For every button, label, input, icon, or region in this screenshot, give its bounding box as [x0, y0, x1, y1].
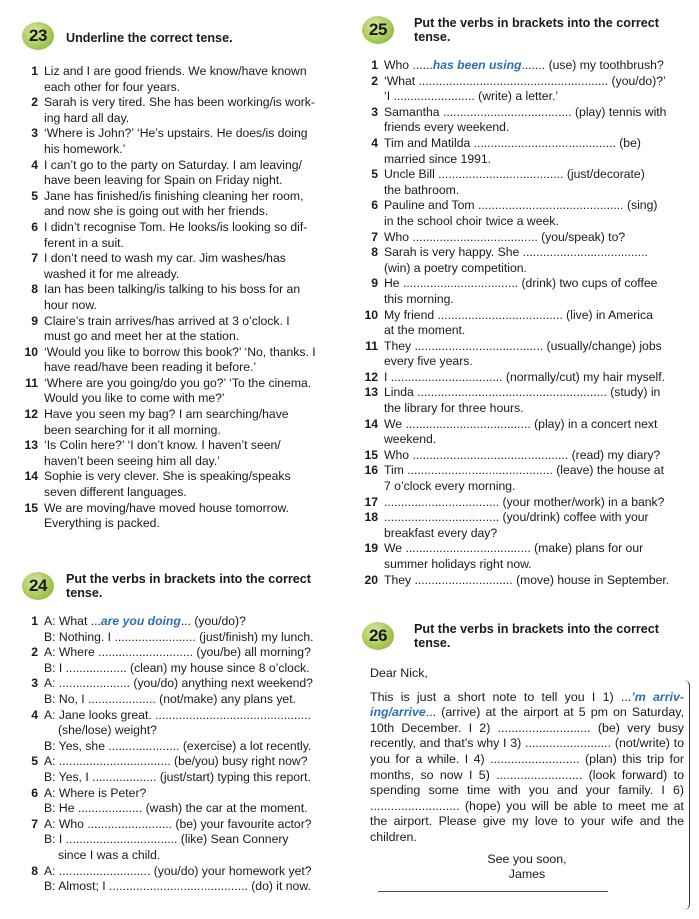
- item-number: 2: [31, 95, 38, 110]
- item-line: He .................................. (drink) two cups of coffee: [384, 276, 658, 291]
- dialogue-line-b: B: Yes, she ..................... (exercise) a lot recently.: [44, 738, 312, 753]
- exercise-24: [22, 570, 340, 895]
- item-line: Liz and I are good friends. We know/have known: [44, 64, 307, 78]
- letter-bottom-rule: [378, 891, 608, 892]
- item-line: We ..................................... (play) in a concert next: [384, 416, 658, 431]
- example-answer: ’m arriv-ing/arrive: [370, 689, 684, 720]
- item-line: I ................................. (normally/cut) my hair myself.: [384, 369, 666, 384]
- list-item: [362, 463, 684, 494]
- list-item: [22, 158, 340, 189]
- list-item: [362, 308, 684, 339]
- list-item: [362, 276, 684, 307]
- exercise-number-badge: 26: [362, 622, 394, 650]
- item-line: .................................. (your mother/work) in a bank?: [384, 494, 665, 509]
- exercise-title-line-1: Put the verbs in brackets into the correct: [414, 16, 659, 30]
- exercise-title: [414, 16, 659, 44]
- item-line: [384, 58, 684, 74]
- item-number: 1: [31, 614, 38, 628]
- item-line: They ...................................... (usually/change) jobs: [384, 338, 662, 353]
- list-item: [362, 448, 684, 464]
- item-number: 3: [31, 676, 38, 691]
- item-number: 12: [364, 369, 378, 384]
- item-number: 18: [364, 510, 378, 525]
- item-line: ferent in a suit.: [44, 235, 124, 250]
- item-number: 4: [31, 157, 38, 172]
- item-line: the bathroom.: [384, 182, 460, 197]
- item-line: washed it for me already.: [44, 266, 180, 281]
- line-text: A: ..................... (you/do) anything next weekend?: [44, 676, 313, 691]
- item-line: his homework.’: [44, 141, 126, 156]
- item-line: ‘Is Colin here?’ ‘I don’t know. I haven’t seen/: [44, 438, 281, 453]
- list-item: [362, 167, 684, 198]
- dialogue-line-a: [44, 817, 340, 833]
- exercise-24-header: [22, 570, 340, 604]
- dialogue-line-b: B: I .................. (clean) my house since 8 o’clock.: [44, 660, 310, 675]
- item-number: 9: [371, 276, 378, 291]
- item-number: 5: [31, 754, 38, 769]
- list-item: [362, 230, 684, 246]
- item-line: been searching for it all morning.: [44, 422, 221, 437]
- item-line: We are moving/have moved house tomorrow.: [44, 500, 289, 515]
- item-line: ‘Would you like to borrow this book?’ ‘No, thanks. I: [44, 344, 316, 359]
- item-number: 14: [24, 469, 38, 484]
- letter-body-start: This is just a short note to tell you I 1) ...: [370, 689, 632, 704]
- letter-body-rest: ... (arrive) at the airport at 5 pm on Saturday, 10th December. I 2) ........................... (be) very busy recently, and that’s why I 3) ......................... (not/write) to you for a while. I 4) .......................... (plan) this trip for months, so now I 5) ......................... (look forward) to spending some time with you and your family. I 6) .......................... (hope) you will be able to meet me at the airport. Please give my love to your wife and the children.: [370, 705, 684, 844]
- exercise-25-header: [362, 14, 684, 48]
- item-number: 8: [31, 863, 38, 878]
- dialogue-line-a: [44, 676, 340, 692]
- list-item: [362, 245, 684, 276]
- item-number: 16: [364, 463, 378, 478]
- exercise-title: [66, 572, 311, 600]
- item-line: Have you seen my bag? I am searching/have: [44, 407, 289, 422]
- item-line: ‘I ........................ (write) a letter.’: [384, 89, 559, 104]
- line-text: A: Where ............................ (you/be) all morning?: [44, 645, 311, 660]
- list-item: [22, 407, 340, 438]
- item-number: 7: [31, 251, 38, 266]
- item-number: 5: [371, 167, 378, 182]
- item-line: Sarah is very happy. She .....................................: [384, 245, 648, 260]
- item-number: 13: [24, 438, 38, 453]
- item-line: and now she is going out with her friends.: [44, 204, 269, 219]
- list-item: [22, 469, 340, 500]
- item-line: I don’t need to wash my car. Jim washes/has: [44, 251, 286, 266]
- exercise-26: [362, 620, 684, 892]
- item-number: 2: [31, 645, 38, 660]
- item-line: I can’t go to the party on Saturday. I am leaving/: [44, 157, 302, 172]
- line-text: A: ................................. (be/you) busy right now?: [44, 754, 308, 769]
- exercise-title: [414, 622, 659, 650]
- item-line: ‘Where are you going/do you go?’ ‘To the cinema.: [44, 375, 312, 390]
- item-number: 8: [371, 245, 378, 260]
- exercise-23: [22, 20, 340, 532]
- item-line: ‘What ........................................................ (you/do)?’: [384, 73, 666, 88]
- line-text: A: Where is Peter?: [44, 785, 147, 800]
- item-number: 12: [24, 407, 38, 422]
- item-line: 7 o’clock every morning.: [384, 479, 516, 494]
- item-line: ‘Where is John?’ ‘He’s upstairs. He does/is doing: [44, 126, 308, 141]
- item-line: I didn’t recognise Tom. He looks/is looking so dif-: [44, 219, 308, 234]
- item-number: 4: [371, 135, 378, 150]
- dialogue-line-b: B: Yes, I ................... (just/start) typing this report.: [44, 769, 311, 784]
- item-line: Uncle Bill ..................................... (just/decorate): [384, 167, 645, 182]
- item-line: friends every weekend.: [384, 120, 510, 135]
- line-text: A: What ...: [44, 614, 101, 628]
- item-line: in the school choir twice a week.: [384, 213, 559, 228]
- example-answer: are you doing: [100, 614, 181, 628]
- item-line: have read/have been reading it before.’: [44, 360, 257, 375]
- item-line: .................................. (you/drink) coffee with your: [384, 510, 649, 525]
- list-item: [22, 220, 340, 251]
- list-item: [362, 573, 684, 589]
- item-line: Tim and Matilda .......................................... (be): [384, 135, 641, 150]
- dialogue-line-a: [44, 786, 340, 802]
- item-number: 19: [364, 541, 378, 556]
- list-item: [22, 817, 340, 864]
- letter-closing: See you soon,: [487, 851, 567, 866]
- example-answer: has been using: [432, 58, 522, 72]
- exercise-number-badge: 24: [22, 572, 54, 600]
- item-number: 11: [365, 338, 378, 353]
- list-item: [362, 417, 684, 448]
- item-line: Samantha ...................................... (play) tennis with: [384, 104, 667, 119]
- dialogue-line-a: [44, 754, 340, 770]
- list-item: [22, 64, 340, 95]
- list-item: [22, 501, 340, 532]
- item-line: at the moment.: [384, 323, 466, 338]
- list-item: [362, 510, 684, 541]
- list-item: [362, 136, 684, 167]
- item-number: 9: [31, 313, 38, 328]
- list-item: [22, 786, 340, 817]
- list-item: [362, 198, 684, 229]
- item-line: every five years.: [384, 354, 473, 369]
- item-line: Jane has finished/is finishing cleaning her room,: [44, 188, 304, 203]
- list-item: [362, 385, 684, 416]
- item-line: Who ..................................... (you/speak) to?: [384, 229, 626, 244]
- item-line: hour now.: [44, 297, 97, 312]
- item-line: Would you like to come with me?’: [44, 391, 225, 406]
- item-line: seven different languages.: [44, 485, 187, 500]
- dialogue-line-b: B: Nothing. I ........................ (just/finish) my lunch.: [44, 629, 314, 644]
- line-text: Who ......: [384, 58, 433, 72]
- letter-signature: James: [508, 867, 546, 882]
- item-number: 15: [364, 447, 378, 462]
- item-line: Ian has been talking/is talking to his boss for an: [44, 282, 301, 297]
- item-number: 3: [371, 104, 378, 119]
- item-line: My friend ..................................... (live) in America: [384, 307, 653, 322]
- dialogue-line-b: B: He ................... (wash) the car at the moment.: [44, 801, 308, 816]
- exercise-title-line-2: tense.: [414, 30, 451, 44]
- list-item: [22, 676, 340, 707]
- line-text: A: Who ......................... (be) your favourite actor?: [44, 816, 312, 831]
- item-line: They ............................. (move) house in September.: [384, 572, 670, 587]
- item-line: Who .............................................. (read) my diary?: [384, 447, 661, 462]
- dialogue-line-b: B: No, I .................... (not/make) any plans yet.: [44, 691, 296, 706]
- item-number: 11: [25, 375, 38, 390]
- exercise-23-items: [22, 64, 340, 532]
- exercise-title: Underline the correct tense.: [66, 31, 233, 45]
- list-item: [22, 614, 340, 645]
- exercise-25: [362, 14, 684, 588]
- item-line: the library for three hours.: [384, 401, 524, 416]
- exercise-title-line-2: tense.: [414, 636, 451, 650]
- list-item: [362, 370, 684, 386]
- item-line: Claire’s train arrives/has arrived at 3 o’clock. I: [44, 313, 290, 328]
- exercise-24-items: [22, 614, 340, 895]
- exercise-25-items: [362, 58, 684, 588]
- item-number: 15: [24, 500, 38, 515]
- item-line: this morning.: [384, 291, 454, 306]
- item-number: 7: [371, 229, 378, 244]
- item-line: each other for four years.: [44, 79, 181, 94]
- item-line: married since 1991.: [384, 151, 492, 166]
- item-number: 4: [31, 707, 38, 722]
- list-item: [22, 438, 340, 469]
- line-text: A: Jane looks great. ..............................................: [44, 707, 311, 722]
- list-item: [362, 105, 684, 136]
- item-number: 7: [31, 816, 38, 831]
- item-number: 10: [364, 307, 378, 322]
- list-item: [22, 864, 340, 895]
- list-item: [362, 495, 684, 511]
- item-line: Sophie is very clever. She is speaking/speaks: [44, 469, 291, 484]
- list-item: [22, 376, 340, 407]
- item-number: 5: [31, 188, 38, 203]
- line-text: A: ........................... (you/do) your homework yet?: [44, 863, 312, 878]
- dialogue-line-continued: (she/lose) weight?: [58, 723, 157, 738]
- item-line: breakfast every day?: [384, 525, 498, 540]
- item-line: weekend.: [384, 432, 437, 447]
- item-number: 10: [24, 344, 38, 359]
- item-line: Sarah is very tired. She has been working/is work-: [44, 95, 315, 110]
- item-number: 17: [364, 494, 378, 509]
- list-item: [22, 708, 340, 755]
- item-number: 3: [31, 126, 38, 141]
- list-item: [22, 754, 340, 785]
- item-number: 13: [364, 385, 378, 400]
- list-item: [22, 126, 340, 157]
- item-line: ing hard all day.: [44, 110, 130, 125]
- item-number: 8: [31, 282, 38, 297]
- list-item: [22, 345, 340, 376]
- list-item: [22, 282, 340, 313]
- exercise-title-line-1: Put the verbs in brackets into the correct: [66, 572, 311, 586]
- list-item: [362, 74, 684, 105]
- dialogue-line-a: [44, 614, 340, 630]
- list-item: [22, 189, 340, 220]
- item-line: haven’t been seeing him all day.’: [44, 453, 220, 468]
- dialogue-line-a: [44, 645, 340, 661]
- dialogue-line-continued: since I was a child.: [58, 847, 161, 862]
- item-number: 2: [371, 73, 378, 88]
- letter-paper-edge: [684, 680, 690, 910]
- item-number: 1: [371, 58, 378, 72]
- list-item: [22, 314, 340, 345]
- dialogue-line-b: B: I ................................. (like) Sean Connery: [44, 832, 289, 847]
- item-line: Linda ........................................................ (study) in: [384, 385, 661, 400]
- list-item: [362, 541, 684, 572]
- item-number: 1: [31, 64, 38, 78]
- item-line: Pauline and Tom ........................................... (sing): [384, 198, 658, 213]
- item-number: 14: [364, 416, 378, 431]
- exercise-title-line-1: Put the verbs in brackets into the correct: [414, 622, 659, 636]
- dialogue-line-b: B: Almost; I ......................................... (do) it now.: [44, 879, 311, 894]
- line-text: ....... (use) my toothbrush?: [521, 58, 664, 72]
- line-text: ... (you/do)?: [180, 614, 246, 628]
- exercise-number-badge: 23: [22, 22, 54, 50]
- list-item: [22, 645, 340, 676]
- list-item: [362, 58, 684, 74]
- list-item: [22, 95, 340, 126]
- item-line: (win) a poetry competition.: [384, 260, 527, 275]
- exercise-23-header: [22, 20, 340, 54]
- item-line: must go and meet her at the station.: [44, 329, 240, 344]
- list-item: [362, 339, 684, 370]
- item-number: 6: [31, 219, 38, 234]
- item-line: have been leaving for Spain on Friday night.: [44, 173, 283, 188]
- letter-body: [370, 690, 684, 846]
- item-number: 20: [364, 572, 378, 587]
- dialogue-line-a: [44, 864, 340, 880]
- item-line: Everything is packed.: [44, 516, 160, 531]
- item-line: We ..................................... (make) plans for our: [384, 541, 644, 556]
- exercise-26-header: [362, 620, 684, 654]
- exercise-number-badge: 25: [362, 16, 394, 44]
- letter: [362, 666, 684, 892]
- item-number: 6: [371, 198, 378, 213]
- item-line: summer holidays right now.: [384, 557, 532, 571]
- letter-greeting: Dear Nick,: [370, 666, 428, 680]
- dialogue-line-a: [44, 708, 340, 724]
- item-number: 6: [31, 785, 38, 800]
- exercise-title-line-2: tense.: [66, 586, 103, 600]
- list-item: [22, 251, 340, 282]
- item-line: Tim ........................................... (leave) the house at: [384, 463, 664, 478]
